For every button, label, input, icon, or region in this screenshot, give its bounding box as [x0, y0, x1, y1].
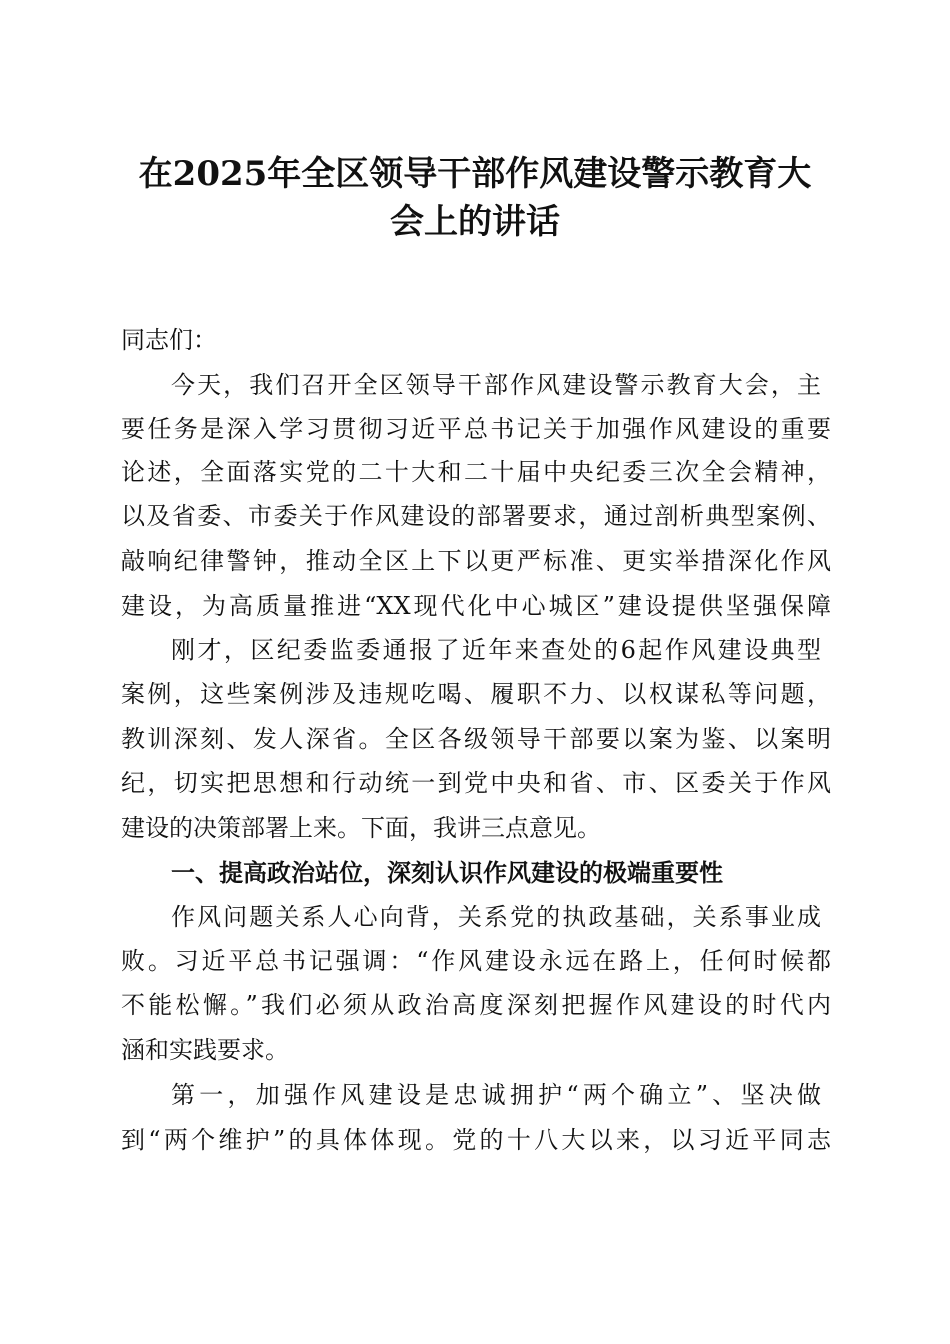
paragraph-line: 第一，加强作风建设是忠诚拥护“两个确立”、坚决做 [171, 1081, 821, 1109]
paragraph-line: 不能松懈。”我们必须从政治高度深刻把握作风建设的时代内 [121, 991, 831, 1019]
paragraph-line: 到“两个维护”的具体体现。党的十八大以来，以习近平同志 [121, 1126, 831, 1154]
salutation: 同志们： [121, 326, 217, 354]
title-line-2: 会上的讲话 [390, 202, 560, 242]
paragraph-line: 建设的决策部署上来。下面，我讲三点意见。 [121, 814, 601, 842]
section-heading: 一、提高政治站位，深刻认识作风建设的极端重要性 [171, 859, 723, 887]
document-title [110, 150, 840, 246]
paragraph-line: 教训深刻、发人深省。全区各级领导干部要以案为鉴、以案明 [121, 725, 831, 753]
paragraph-line: 败。习近平总书记强调：“作风建设永远在路上，任何时候都 [121, 947, 831, 975]
title-line-1: 在2025年全区领导干部作风建设警示教育大 [138, 154, 812, 194]
paragraph-line: 建设，为高质量推进“XX现代化中心城区”建设提供坚强保障 [121, 592, 831, 620]
paragraph-line: 要任务是深入学习贯彻习近平总书记关于加强作风建设的重要 [121, 415, 831, 443]
paragraph-line: 纪，切实把思想和行动统一到党中央和省、市、区委关于作风 [121, 769, 831, 797]
paragraph-line: 以及省委、市委关于作风建设的部署要求，通过剖析典型案例、 [121, 502, 831, 530]
paragraph-line: 刚才，区纪委监委通报了近年来查处的6起作风建设典型 [171, 636, 821, 664]
paragraph-line: 作风问题关系人心向背，关系党的执政基础，关系事业成 [171, 903, 821, 931]
paragraph-line: 论述，全面落实党的二十大和二十届中央纪委三次全会精神， [121, 458, 831, 486]
paragraph-line: 案例，这些案例涉及违规吃喝、履职不力、以权谋私等问题， [121, 680, 831, 708]
paragraph-line: 涵和实践要求。 [121, 1036, 289, 1064]
paragraph-line: 今天，我们召开全区领导干部作风建设警示教育大会，主 [171, 371, 821, 399]
paragraph-line: 敲响纪律警钟，推动全区上下以更严标准、更实举措深化作风 [121, 547, 831, 575]
